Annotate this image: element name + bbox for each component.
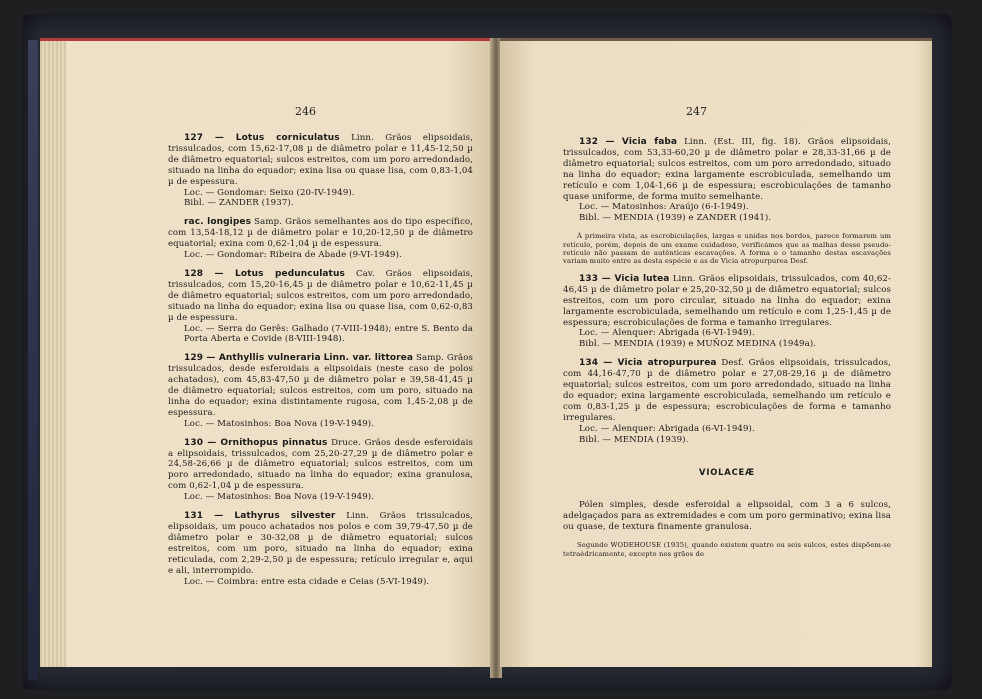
entry-127 [168,133,473,209]
entry-body: Linn. Grãos trissulcados, elipsoidais, um pouco achatados nos polos e com 39,79-47,50 µ de diâmetro polar e 30-32,08 µ de diâmetro equatorial; sulcos estreitos, com um poro, situado na linha do equador; exina reticulada, com 2,29-2,50 µ de espessura; retículo irregular e, aqui e ali, interrompido. [168,511,473,576]
entry-body: Cav. Grãos elipsoidais, trissulcados, com 15,20-16,45 µ de diâmetro polar e 10,62-11,45 µ de diâmetro equatorial; sulcos estreitos, com um poro arredondado, situado na linha do equador; exina lisa ou quase lisa, com 0,62-0,83 µ de espessura. [168,268,473,323]
entry-128 [168,269,473,345]
entry-lead: 129 — Anthyllis vulneraria [184,353,321,364]
footnote-small [563,232,891,266]
entry-133 [563,274,891,350]
entry-lead: 128 — Lotus pedunculatus [184,268,345,279]
entry-lead: 132 — Vicia faba [579,137,678,147]
entry-loc: Loc. — Alenquer: Abrigada (6-VI-1949). [579,423,755,434]
entry-lead: 131 — Lathyrus silvester [184,511,336,522]
entry-134 [563,358,891,445]
entry-131 [168,511,473,587]
entry-bibl: Bibl. — MENDIA (1939) e ZANDER (1941). [579,213,772,224]
right-page [500,38,932,667]
entry-bibl: Bibl. — MENDIA (1939). [579,434,689,445]
entry-lead-variety: Linn. var. littorea [323,353,414,364]
entry-loc: Loc. — Serra do Gerês: Galhado (7-VIII-1948); entre S. Bento da Porta Aberta e Covide (8-VIII-1948). [184,323,473,345]
entry-lead: 133 — Vicia lutea [579,273,670,284]
section-intro [563,500,891,533]
entry-bibl: Bibl. — MENDIA (1939) e MUÑOZ MEDINA (1949a). [579,339,817,350]
entry-132 [563,137,891,224]
entry-loc: Loc. — Matosinhos: Boa Nova (19-V-1949). [184,418,375,429]
page-edge-strip [40,41,66,667]
entry-lead: 134 — Vicia atropurpurea [579,358,717,369]
left-page [40,38,492,667]
entry-body: Linn. (Est. III, fig. 18). Grãos elipsoidais, trissulcados, com 53,33-60,20 µ de diâmetro polar e 28,33-31,66 µ de diâmetro equatorial; sulcos estreitos, com um poro arredondado, situado na linha do equador; exina largamente escrobiculada, semelhando um retículo e com 1,04-1,66 µ de espessura; escrobiculações de tamanho quase uniforme, de forma muito semelhante. [563,137,891,202]
entry-lead: rac. longipes [184,217,252,228]
page-number: 247 [686,105,707,118]
entry-lead: 127 — Lotus corniculatus [184,133,340,143]
entry-body: Linn. Grãos elipsoidais, trissulcados, com 15,62-17,08 µ de diâmetro polar e 11,45-12,50 µ de diâmetro equatorial; sulcos estreitos, com um poro arredondado, situado na linha do equador; exina lisa ou quase lisa, com 0,83-1,04 µ de espessura. [168,133,473,187]
entry-loc: Loc. — Gondomar: Ribeira de Abade (9-VI-1949). [184,250,402,261]
entry-rac-longipes [168,217,473,261]
note-text: À primeira vista, as escrobiculações, largas e unidas nos bordos, parece formarem um retículo, porém, depois de um exame cuidadoso, verificámos que as malhas desse pseudo-retículo não passam de autênticas escavações. A forma e o tamanho destas escavações variam muito entre as desta espécie e as de Vicia atropurpurea Desf. [563,232,891,266]
entry-body: Linn. Grãos elipsoidais, trissulcados, com 40,62-46,45 µ de diâmetro polar e 25,20-32,50 µ de diâmetro equatorial; sulcos estreitos, com um poro circular, situado na linha do equador; exina largamente escrobiculada, semelhando um retículo e com 1,25-1,45 µ de espessura; escrobiculações de forma e tamanho irregulares. [563,273,891,328]
entry-lead: 130 — Ornithopus pinnatus [184,437,328,448]
entry-body: Samp. Grãos semelhantes aos do tipo específico, com 13,54-18,12 µ de diâmetro polar e 10,20-12,50 µ de diâmetro equatorial; exina com 0,62-1,04 µ de espessura. [168,217,473,250]
entry-129 [168,353,473,429]
entry-bibl: Bibl. — ZANDER (1937). [184,198,294,209]
entry-loc: Loc. — Alenquer: Abrigada (6-VI-1949). [579,328,755,339]
page-number: 246 [295,105,316,118]
entry-130 [168,438,473,503]
entry-loc: Loc. — Coimbra: entre esta cidade e Ceias (5-VI-1949). [184,576,430,587]
section-small-text: Segundo WODEHOUSE (1935), quando existem quatro ou seis sulcos, estes dispõem-se tetraèdricamente, excepto nos grãos de [563,541,891,558]
left-page-text [168,133,473,595]
entry-loc: Loc. — Gondomar: Seixo (20-IV-1949). [184,187,355,198]
entry-loc: Loc. — Matosinhos: Boa Nova (19-V-1949). [184,492,375,503]
section-heading: VIOLACEÆ [699,467,755,478]
entry-body: Desf. Grãos elipsoidais, trissulcados, com 44,16-47,70 µ de diâmetro polar e 27,08-29,16 µ de diâmetro equatorial; sulcos estreitos, com um poro arredondado, situado na linha do equador; exina largamente escrobiculada, semelhando um retículo e com 0,83-1,25 µ de espessura; escrobiculações de forma e tamanho irregulares. [563,358,891,423]
entry-body: Druce. Grãos desde esferoidais a elipsoidais, trissulcados, com 25,20-27,29 µ de diâmetro polar e 24,58-26,66 µ de diâmetro equatorial; sulcos estreitos, com um poro arredondado, situado na linha do equador; exina granulosa, com 0,62-1,04 µ de espessura. [168,437,473,492]
section-small-note [563,541,891,558]
cover-edge [28,40,38,680]
entry-loc: Loc. — Matosinhos: Araújo (6-I-1949). [579,202,749,213]
entry-body: Samp. Grãos trissulcados, desde esferoidais a elipsoidais (neste caso de polos achatados), com 45,83-47,50 µ de diâmetro polar e 39,58-41,45 µ de diâmetro equatorial; sulcos estreitos, com um poro, situado na linha do equador; exina distintamente rugosa, com 1,45-2,08 µ de espessura. [168,353,474,418]
right-page-text [563,137,891,566]
section-body: Pólen simples, desde esferoidal a elipsoidal, com 3 a 6 sulcos, adelgaçados para as extremidades e com um poro germinativo; exina lisa ou quase, de textura finamente granulosa. [563,500,891,533]
